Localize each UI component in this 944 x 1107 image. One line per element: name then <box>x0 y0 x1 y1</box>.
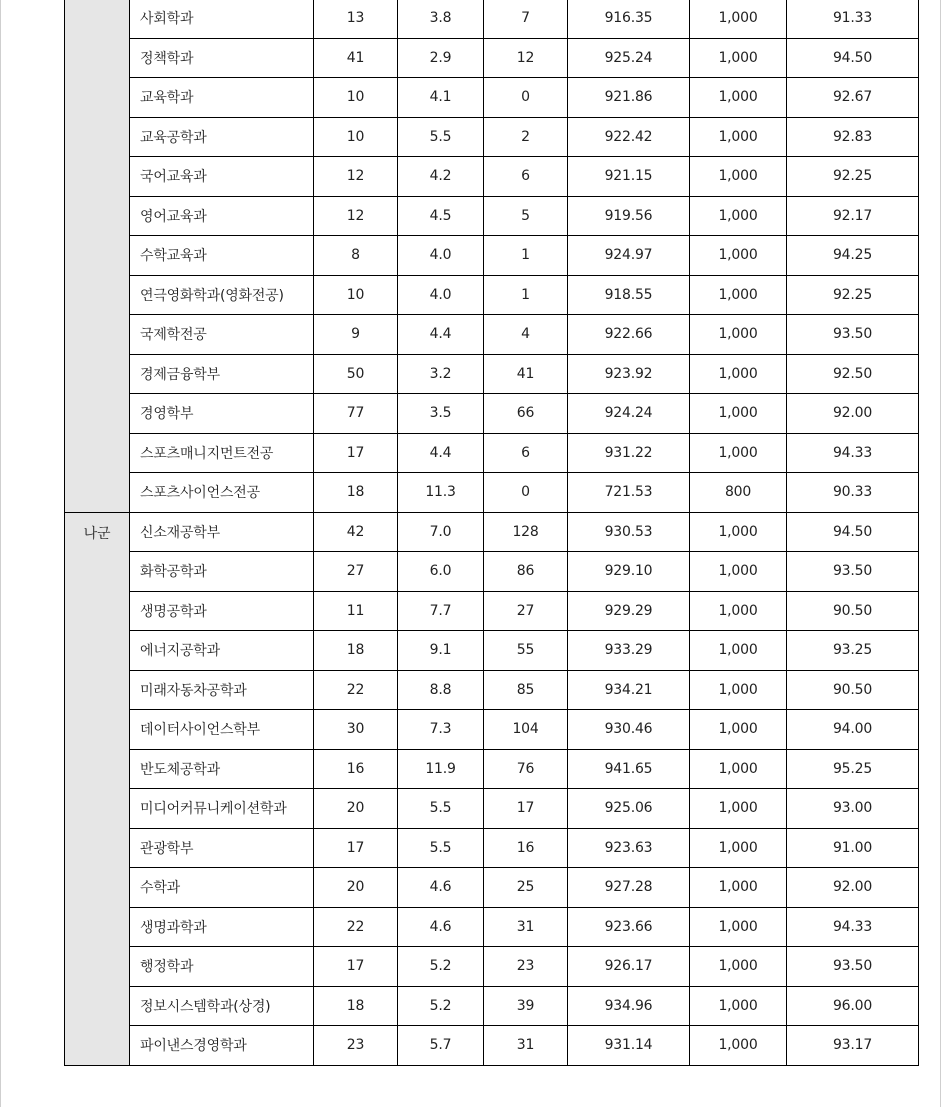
table-row <box>65 0 919 38</box>
average-score-cell: 918.55 <box>568 275 690 315</box>
converted-score-cell: 93.50 <box>787 552 919 592</box>
table-row <box>65 789 919 829</box>
quota-cell: 9 <box>314 315 398 355</box>
competition-rate-cell: 2.9 <box>398 38 484 78</box>
table-row <box>65 275 919 315</box>
max-score-cell: 1,000 <box>690 986 787 1026</box>
quota-cell: 77 <box>314 394 398 434</box>
max-score-cell: 1,000 <box>690 512 787 552</box>
department-name-cell: 반도체공학과 <box>130 749 314 789</box>
max-score-cell: 1,000 <box>690 828 787 868</box>
waitlist-rank-cell: 2 <box>484 117 568 157</box>
department-name-cell: 생명과학과 <box>130 907 314 947</box>
department-name-cell: 스포츠사이언스전공 <box>130 473 314 513</box>
competition-rate-cell: 4.1 <box>398 78 484 118</box>
quota-cell: 8 <box>314 236 398 276</box>
max-score-cell: 1,000 <box>690 236 787 276</box>
converted-score-cell: 92.00 <box>787 394 919 434</box>
average-score-cell: 922.42 <box>568 117 690 157</box>
table-row <box>65 670 919 710</box>
max-score-cell: 1,000 <box>690 117 787 157</box>
competition-rate-cell: 6.0 <box>398 552 484 592</box>
converted-score-cell: 92.83 <box>787 117 919 157</box>
quota-cell: 22 <box>314 670 398 710</box>
department-name-cell: 미래자동차공학과 <box>130 670 314 710</box>
department-name-cell: 스포츠매니지먼트전공 <box>130 433 314 473</box>
competition-rate-cell: 5.7 <box>398 1026 484 1066</box>
converted-score-cell: 94.50 <box>787 38 919 78</box>
quota-cell: 17 <box>314 433 398 473</box>
max-score-cell: 1,000 <box>690 38 787 78</box>
max-score-cell: 1,000 <box>690 710 787 750</box>
average-score-cell: 923.63 <box>568 828 690 868</box>
max-score-cell: 1,000 <box>690 591 787 631</box>
average-score-cell: 934.21 <box>568 670 690 710</box>
waitlist-rank-cell: 27 <box>484 591 568 631</box>
average-score-cell: 934.96 <box>568 986 690 1026</box>
converted-score-cell: 90.50 <box>787 591 919 631</box>
converted-score-cell: 90.33 <box>787 473 919 513</box>
quota-cell: 16 <box>314 749 398 789</box>
department-name-cell: 에너지공학과 <box>130 631 314 671</box>
department-name-cell: 정책학과 <box>130 38 314 78</box>
waitlist-rank-cell: 86 <box>484 552 568 592</box>
waitlist-rank-cell: 1 <box>484 275 568 315</box>
quota-cell: 17 <box>314 947 398 987</box>
table-row <box>65 433 919 473</box>
table-row <box>65 986 919 1026</box>
quota-cell: 20 <box>314 789 398 829</box>
waitlist-rank-cell: 31 <box>484 1026 568 1066</box>
table-row <box>65 354 919 394</box>
table-row <box>65 828 919 868</box>
quota-cell: 13 <box>314 0 398 38</box>
waitlist-rank-cell: 7 <box>484 0 568 38</box>
competition-rate-cell: 11.9 <box>398 749 484 789</box>
converted-score-cell: 91.33 <box>787 0 919 38</box>
converted-score-cell: 93.17 <box>787 1026 919 1066</box>
department-name-cell: 국어교육과 <box>130 157 314 197</box>
max-score-cell: 1,000 <box>690 749 787 789</box>
table-row <box>65 552 919 592</box>
competition-rate-cell: 3.8 <box>398 0 484 38</box>
quota-cell: 10 <box>314 117 398 157</box>
group-cell <box>65 0 130 512</box>
waitlist-rank-cell: 0 <box>484 473 568 513</box>
waitlist-rank-cell: 85 <box>484 670 568 710</box>
average-score-cell: 930.46 <box>568 710 690 750</box>
waitlist-rank-cell: 104 <box>484 710 568 750</box>
competition-rate-cell: 7.0 <box>398 512 484 552</box>
competition-rate-cell: 8.8 <box>398 670 484 710</box>
converted-score-cell: 92.50 <box>787 354 919 394</box>
department-name-cell: 행정학과 <box>130 947 314 987</box>
average-score-cell: 921.15 <box>568 157 690 197</box>
quota-cell: 50 <box>314 354 398 394</box>
table-row <box>65 907 919 947</box>
table-row <box>65 710 919 750</box>
average-score-cell: 930.53 <box>568 512 690 552</box>
waitlist-rank-cell: 55 <box>484 631 568 671</box>
table-row <box>65 631 919 671</box>
competition-rate-cell: 5.2 <box>398 947 484 987</box>
quota-cell: 41 <box>314 38 398 78</box>
max-score-cell: 1,000 <box>690 631 787 671</box>
converted-score-cell: 92.00 <box>787 868 919 908</box>
max-score-cell: 1,000 <box>690 354 787 394</box>
waitlist-rank-cell: 31 <box>484 907 568 947</box>
waitlist-rank-cell: 17 <box>484 789 568 829</box>
waitlist-rank-cell: 128 <box>484 512 568 552</box>
table-row <box>65 868 919 908</box>
table-row <box>65 196 919 236</box>
quota-cell: 30 <box>314 710 398 750</box>
department-name-cell: 사회학과 <box>130 0 314 38</box>
converted-score-cell: 94.00 <box>787 710 919 750</box>
department-name-cell: 관광학부 <box>130 828 314 868</box>
converted-score-cell: 94.33 <box>787 433 919 473</box>
table-row <box>65 394 919 434</box>
competition-rate-cell: 4.4 <box>398 433 484 473</box>
department-name-cell: 연극영화학과(영화전공) <box>130 275 314 315</box>
competition-rate-cell: 4.0 <box>398 236 484 276</box>
table-row <box>65 749 919 789</box>
max-score-cell: 1,000 <box>690 907 787 947</box>
converted-score-cell: 93.25 <box>787 631 919 671</box>
average-score-cell: 922.66 <box>568 315 690 355</box>
quota-cell: 42 <box>314 512 398 552</box>
max-score-cell: 1,000 <box>690 315 787 355</box>
table-row <box>65 78 919 118</box>
average-score-cell: 931.14 <box>568 1026 690 1066</box>
average-score-cell: 929.10 <box>568 552 690 592</box>
average-score-cell: 916.35 <box>568 0 690 38</box>
average-score-cell: 921.86 <box>568 78 690 118</box>
department-name-cell: 신소재공학부 <box>130 512 314 552</box>
average-score-cell: 919.56 <box>568 196 690 236</box>
average-score-cell: 929.29 <box>568 591 690 631</box>
competition-rate-cell: 4.2 <box>398 157 484 197</box>
average-score-cell: 923.66 <box>568 907 690 947</box>
quota-cell: 27 <box>314 552 398 592</box>
waitlist-rank-cell: 1 <box>484 236 568 276</box>
max-score-cell: 1,000 <box>690 196 787 236</box>
max-score-cell: 1,000 <box>690 789 787 829</box>
average-score-cell: 941.65 <box>568 749 690 789</box>
quota-cell: 22 <box>314 907 398 947</box>
department-name-cell: 파이낸스경영학과 <box>130 1026 314 1066</box>
converted-score-cell: 93.50 <box>787 947 919 987</box>
waitlist-rank-cell: 41 <box>484 354 568 394</box>
max-score-cell: 1,000 <box>690 1026 787 1066</box>
average-score-cell: 925.06 <box>568 789 690 829</box>
competition-rate-cell: 3.2 <box>398 354 484 394</box>
quota-cell: 12 <box>314 196 398 236</box>
max-score-cell: 1,000 <box>690 433 787 473</box>
average-score-cell: 923.92 <box>568 354 690 394</box>
competition-rate-cell: 4.0 <box>398 275 484 315</box>
table-row <box>65 315 919 355</box>
quota-cell: 10 <box>314 78 398 118</box>
waitlist-rank-cell: 5 <box>484 196 568 236</box>
waitlist-rank-cell: 25 <box>484 868 568 908</box>
average-score-cell: 926.17 <box>568 947 690 987</box>
average-score-cell: 721.53 <box>568 473 690 513</box>
waitlist-rank-cell: 66 <box>484 394 568 434</box>
table-row <box>65 1026 919 1066</box>
admission-results-table <box>64 0 919 1066</box>
max-score-cell: 1,000 <box>690 157 787 197</box>
competition-rate-cell: 3.5 <box>398 394 484 434</box>
department-name-cell: 영어교육과 <box>130 196 314 236</box>
converted-score-cell: 93.00 <box>787 789 919 829</box>
department-name-cell: 미디어커뮤니케이션학과 <box>130 789 314 829</box>
table-row <box>65 591 919 631</box>
waitlist-rank-cell: 76 <box>484 749 568 789</box>
converted-score-cell: 94.50 <box>787 512 919 552</box>
department-name-cell: 데이터사이언스학부 <box>130 710 314 750</box>
quota-cell: 12 <box>314 157 398 197</box>
quota-cell: 11 <box>314 591 398 631</box>
max-score-cell: 1,000 <box>690 394 787 434</box>
department-name-cell: 정보시스템학과(상경) <box>130 986 314 1026</box>
max-score-cell: 1,000 <box>690 552 787 592</box>
converted-score-cell: 92.17 <box>787 196 919 236</box>
waitlist-rank-cell: 4 <box>484 315 568 355</box>
quota-cell: 20 <box>314 868 398 908</box>
quota-cell: 10 <box>314 275 398 315</box>
table-row <box>65 236 919 276</box>
department-name-cell: 국제학전공 <box>130 315 314 355</box>
converted-score-cell: 91.00 <box>787 828 919 868</box>
quota-cell: 17 <box>314 828 398 868</box>
max-score-cell: 1,000 <box>690 275 787 315</box>
competition-rate-cell: 5.5 <box>398 789 484 829</box>
converted-score-cell: 93.50 <box>787 315 919 355</box>
converted-score-cell: 90.50 <box>787 670 919 710</box>
competition-rate-cell: 4.4 <box>398 315 484 355</box>
competition-rate-cell: 5.5 <box>398 828 484 868</box>
average-score-cell: 931.22 <box>568 433 690 473</box>
waitlist-rank-cell: 6 <box>484 433 568 473</box>
average-score-cell: 924.97 <box>568 236 690 276</box>
table-row <box>65 473 919 513</box>
department-name-cell: 경영학부 <box>130 394 314 434</box>
table-row <box>65 947 919 987</box>
department-name-cell: 교육공학과 <box>130 117 314 157</box>
department-name-cell: 경제금융학부 <box>130 354 314 394</box>
converted-score-cell: 92.25 <box>787 275 919 315</box>
average-score-cell: 933.29 <box>568 631 690 671</box>
waitlist-rank-cell: 23 <box>484 947 568 987</box>
converted-score-cell: 92.25 <box>787 157 919 197</box>
max-score-cell: 1,000 <box>690 78 787 118</box>
department-name-cell: 화학공학과 <box>130 552 314 592</box>
waitlist-rank-cell: 16 <box>484 828 568 868</box>
competition-rate-cell: 4.5 <box>398 196 484 236</box>
converted-score-cell: 94.33 <box>787 907 919 947</box>
competition-rate-cell: 7.7 <box>398 591 484 631</box>
competition-rate-cell: 4.6 <box>398 907 484 947</box>
max-score-cell: 1,000 <box>690 0 787 38</box>
competition-rate-cell: 7.3 <box>398 710 484 750</box>
quota-cell: 23 <box>314 1026 398 1066</box>
max-score-cell: 1,000 <box>690 868 787 908</box>
competition-rate-cell: 9.1 <box>398 631 484 671</box>
waitlist-rank-cell: 12 <box>484 38 568 78</box>
converted-score-cell: 94.25 <box>787 236 919 276</box>
max-score-cell: 800 <box>690 473 787 513</box>
quota-cell: 18 <box>314 631 398 671</box>
quota-cell: 18 <box>314 473 398 513</box>
average-score-cell: 924.24 <box>568 394 690 434</box>
table-row <box>65 157 919 197</box>
table-row <box>65 117 919 157</box>
department-name-cell: 생명공학과 <box>130 591 314 631</box>
waitlist-rank-cell: 39 <box>484 986 568 1026</box>
competition-rate-cell: 5.5 <box>398 117 484 157</box>
waitlist-rank-cell: 0 <box>484 78 568 118</box>
competition-rate-cell: 11.3 <box>398 473 484 513</box>
average-score-cell: 927.28 <box>568 868 690 908</box>
converted-score-cell: 95.25 <box>787 749 919 789</box>
converted-score-cell: 96.00 <box>787 986 919 1026</box>
average-score-cell: 925.24 <box>568 38 690 78</box>
group-cell: 나군 <box>65 512 130 1065</box>
converted-score-cell: 92.67 <box>787 78 919 118</box>
department-name-cell: 수학과 <box>130 868 314 908</box>
quota-cell: 18 <box>314 986 398 1026</box>
table-row <box>65 512 919 552</box>
competition-rate-cell: 5.2 <box>398 986 484 1026</box>
waitlist-rank-cell: 6 <box>484 157 568 197</box>
competition-rate-cell: 4.6 <box>398 868 484 908</box>
max-score-cell: 1,000 <box>690 670 787 710</box>
table-row <box>65 38 919 78</box>
department-name-cell: 교육학과 <box>130 78 314 118</box>
department-name-cell: 수학교육과 <box>130 236 314 276</box>
max-score-cell: 1,000 <box>690 947 787 987</box>
